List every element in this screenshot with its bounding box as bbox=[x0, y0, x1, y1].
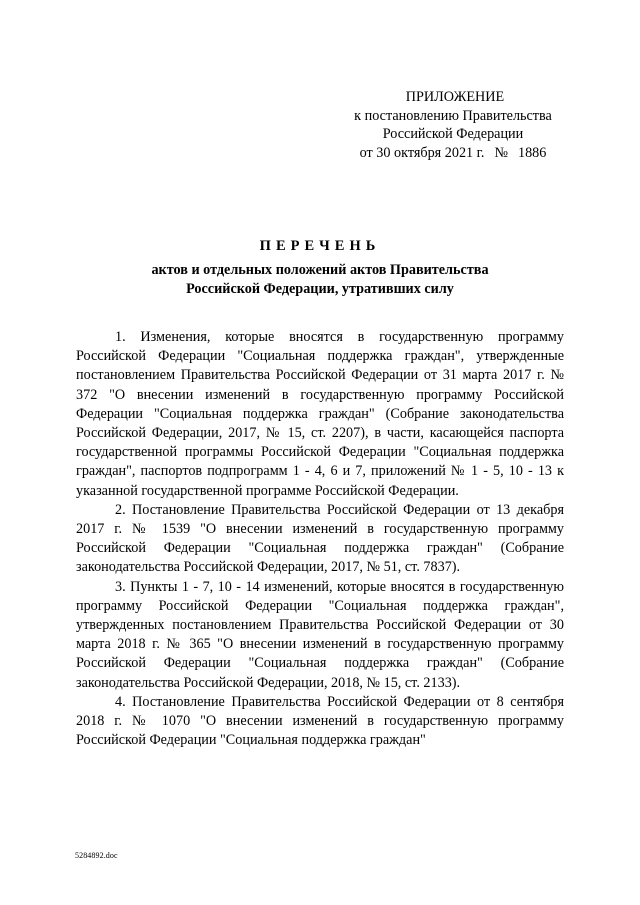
footer-filename: 5284892.doc bbox=[75, 851, 118, 860]
paragraph-3: 3. Пункты 1 - 7, 10 - 14 изменений, которые вносятся в государственную программу Российской Федерации "Социальная поддержка граждан", утвержденных постановлением Правительства Российской Федерации от 30 марта 2018 г. № 365 "О внесении изменений в государственную программу Российской Федерации "Социальная поддержка граждан" (Собрание законодательства Российской Федерации, 2018, № 15, ст. 2133). bbox=[76, 578, 564, 691]
paragraph-4: 4. Постановление Правительства Российской Федерации от 8 сентября 2018 г. № 1070 "О внесении изменений в государственную программу Российской Федерации "Социальная поддержка граждан" bbox=[76, 693, 564, 749]
appendix-date: от 30 октября 2021 г. bbox=[359, 144, 485, 161]
subtitle-line-2: Российской Федерации, утративших силу bbox=[186, 281, 454, 297]
appendix-line-2: Российской Федерации bbox=[382, 126, 524, 142]
paragraph-1: 1. Изменения, которые вносятся в государственную программу Российской Федерации "Социальная поддержка граждан", утвержденные постановлением Правительства Российской Федерации от 31 марта 2017 г. № 372 "О внесении изменений в государственную программу Российской Федерации "Социальная поддержка граждан" (Собрание законодательства Российской Федерации, 2017, № 15, ст. 2207), в части, касающейся паспорта государственной программы Российской Федерации "Социальная поддержка граждан", паспортов подпрограмм 1 - 4, 6 и 7, приложений № 1 - 5, 10 - 13 к указанной государственной программе Российской Федерации. bbox=[76, 329, 564, 499]
paragraph-2: 2. Постановление Правительства Российской Федерации от 13 декабря 2017 г. № 1539 "О внесении изменений в государственную программу Российской Федерации "Социальная поддержка граждан" (Собрание законодательства Российской Федерации, 2017, № 51, ст. 7837). bbox=[76, 501, 564, 576]
document-body bbox=[76, 328, 564, 750]
appendix-number-sign: № bbox=[494, 144, 508, 161]
document-subtitle bbox=[60, 261, 580, 299]
subtitle-line-1: актов и отдельных положений актов Правительства bbox=[151, 262, 489, 278]
appendix-date-line bbox=[335, 144, 571, 163]
appendix-number: 1886 bbox=[517, 144, 547, 161]
appendix-line-1: к постановлению Правительства bbox=[354, 107, 552, 124]
appendix-title: ПРИЛОЖЕНИЕ bbox=[405, 89, 505, 105]
document-title: ПЕРЕЧЕНЬ bbox=[259, 238, 381, 254]
appendix-block bbox=[335, 88, 571, 162]
